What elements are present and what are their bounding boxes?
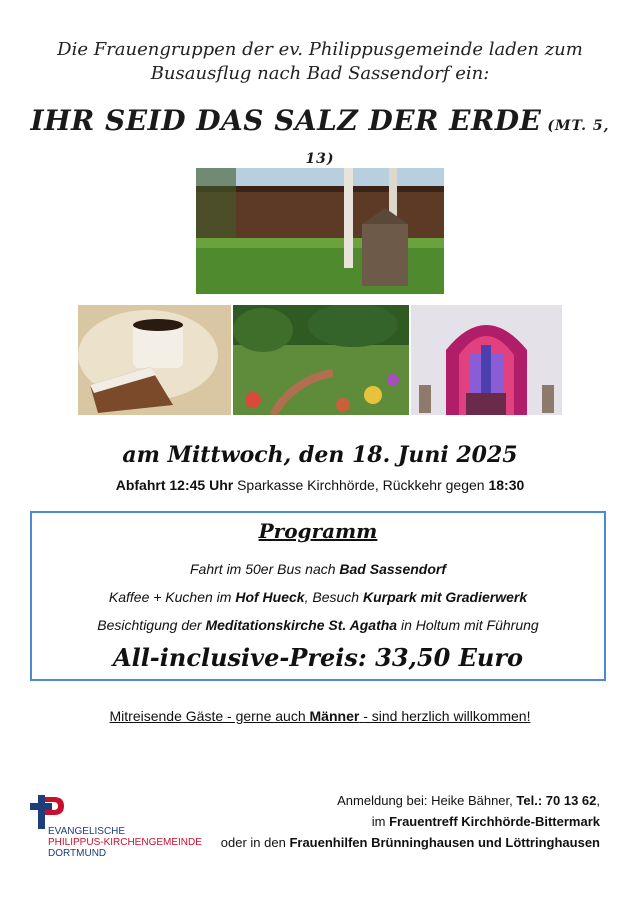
kurpark-photo (233, 305, 409, 415)
intro-line-2: Busausflug nach Bad Sassendorf ein: (150, 63, 490, 84)
contact-line-2-bold: Frauentreff Kirchhörde-Bittermark (389, 814, 600, 829)
program-line-3-bold: Meditationskirche St. Agatha (205, 617, 398, 633)
headline (20, 104, 620, 170)
logo-line-2: PHILIPPUS-KIRCHENGEMEINDE (48, 837, 202, 848)
church-logo-text (48, 826, 202, 859)
program-line-2 (32, 589, 604, 605)
return-label: Rückkehr gegen (382, 477, 485, 493)
program-line-2-bold-2: Kurpark mit Gradierwerk (362, 589, 528, 605)
program-line-2-bold-1: Hof Hueck (235, 589, 305, 605)
contact-line-2-text: im (371, 814, 386, 829)
program-line-1-bold: Bad Sassendorf (339, 561, 446, 577)
program-title: Programm (258, 519, 378, 543)
headline-title: IHR SEID DAS SALZ DER ERDE (30, 104, 542, 137)
contact-line-3 (221, 832, 600, 853)
program-line-1-text: Fahrt im 50er Bus nach (190, 561, 336, 577)
return-time: 18:30 (488, 477, 525, 493)
contact-line-1: Anmeldung bei: Heike Bähner, Tel.: 70 13 62, (337, 793, 600, 808)
coffee-cake-photo (78, 305, 231, 415)
guests-note (20, 708, 620, 724)
program-line-1 (32, 561, 604, 577)
logo-line-3: DORTMUND (48, 848, 107, 859)
guests-text: Mitreisende Gäste - gerne auch (109, 708, 306, 724)
contact-line-3-bold: Frauenhilfen Brünninghausen und Löttringhausen (289, 835, 600, 850)
gradierwerk-photo (196, 168, 444, 294)
program-line-2-text: Kaffee + Kuchen im (108, 589, 232, 605)
intro-text (20, 38, 620, 86)
program-line-3-text: Besichtigung der (97, 617, 202, 633)
logo-line-1: EVANGELISCHE (48, 826, 126, 837)
church-interior-photo (411, 305, 562, 415)
contact-line-3-text: oder in den (220, 835, 286, 850)
departure-info (20, 477, 620, 493)
event-date: am Mittwoch, den 18. Juni 2025 (122, 442, 518, 468)
departure-label: Abfahrt (115, 477, 166, 493)
contact-line-2 (221, 811, 600, 832)
headline-reference: (MT. 5, 13) (305, 118, 610, 167)
price: All-inclusive-Preis: 33,50 Euro (112, 643, 524, 672)
contact-phone: Tel.: 70 13 62 (516, 793, 597, 808)
departure-time: 12:45 Uhr (169, 477, 234, 493)
guests-bold: Männer (309, 708, 360, 724)
program-box (30, 511, 606, 681)
contact-info (221, 790, 600, 853)
program-line-3-post: in Holtum mit Führung (400, 617, 539, 633)
contact-line-1-text: Anmeldung bei: Heike Bähner, (337, 793, 513, 808)
departure-place: Sparkasse Kirchhörde, (237, 477, 379, 493)
guests-post: - sind herzlich willkommen! (363, 708, 531, 724)
intro-line-1: Die Frauengruppen der ev. Philippusgemeinde laden zum (57, 39, 583, 60)
program-line-2-mid: , Besuch (304, 589, 360, 605)
program-line-3 (32, 617, 604, 633)
